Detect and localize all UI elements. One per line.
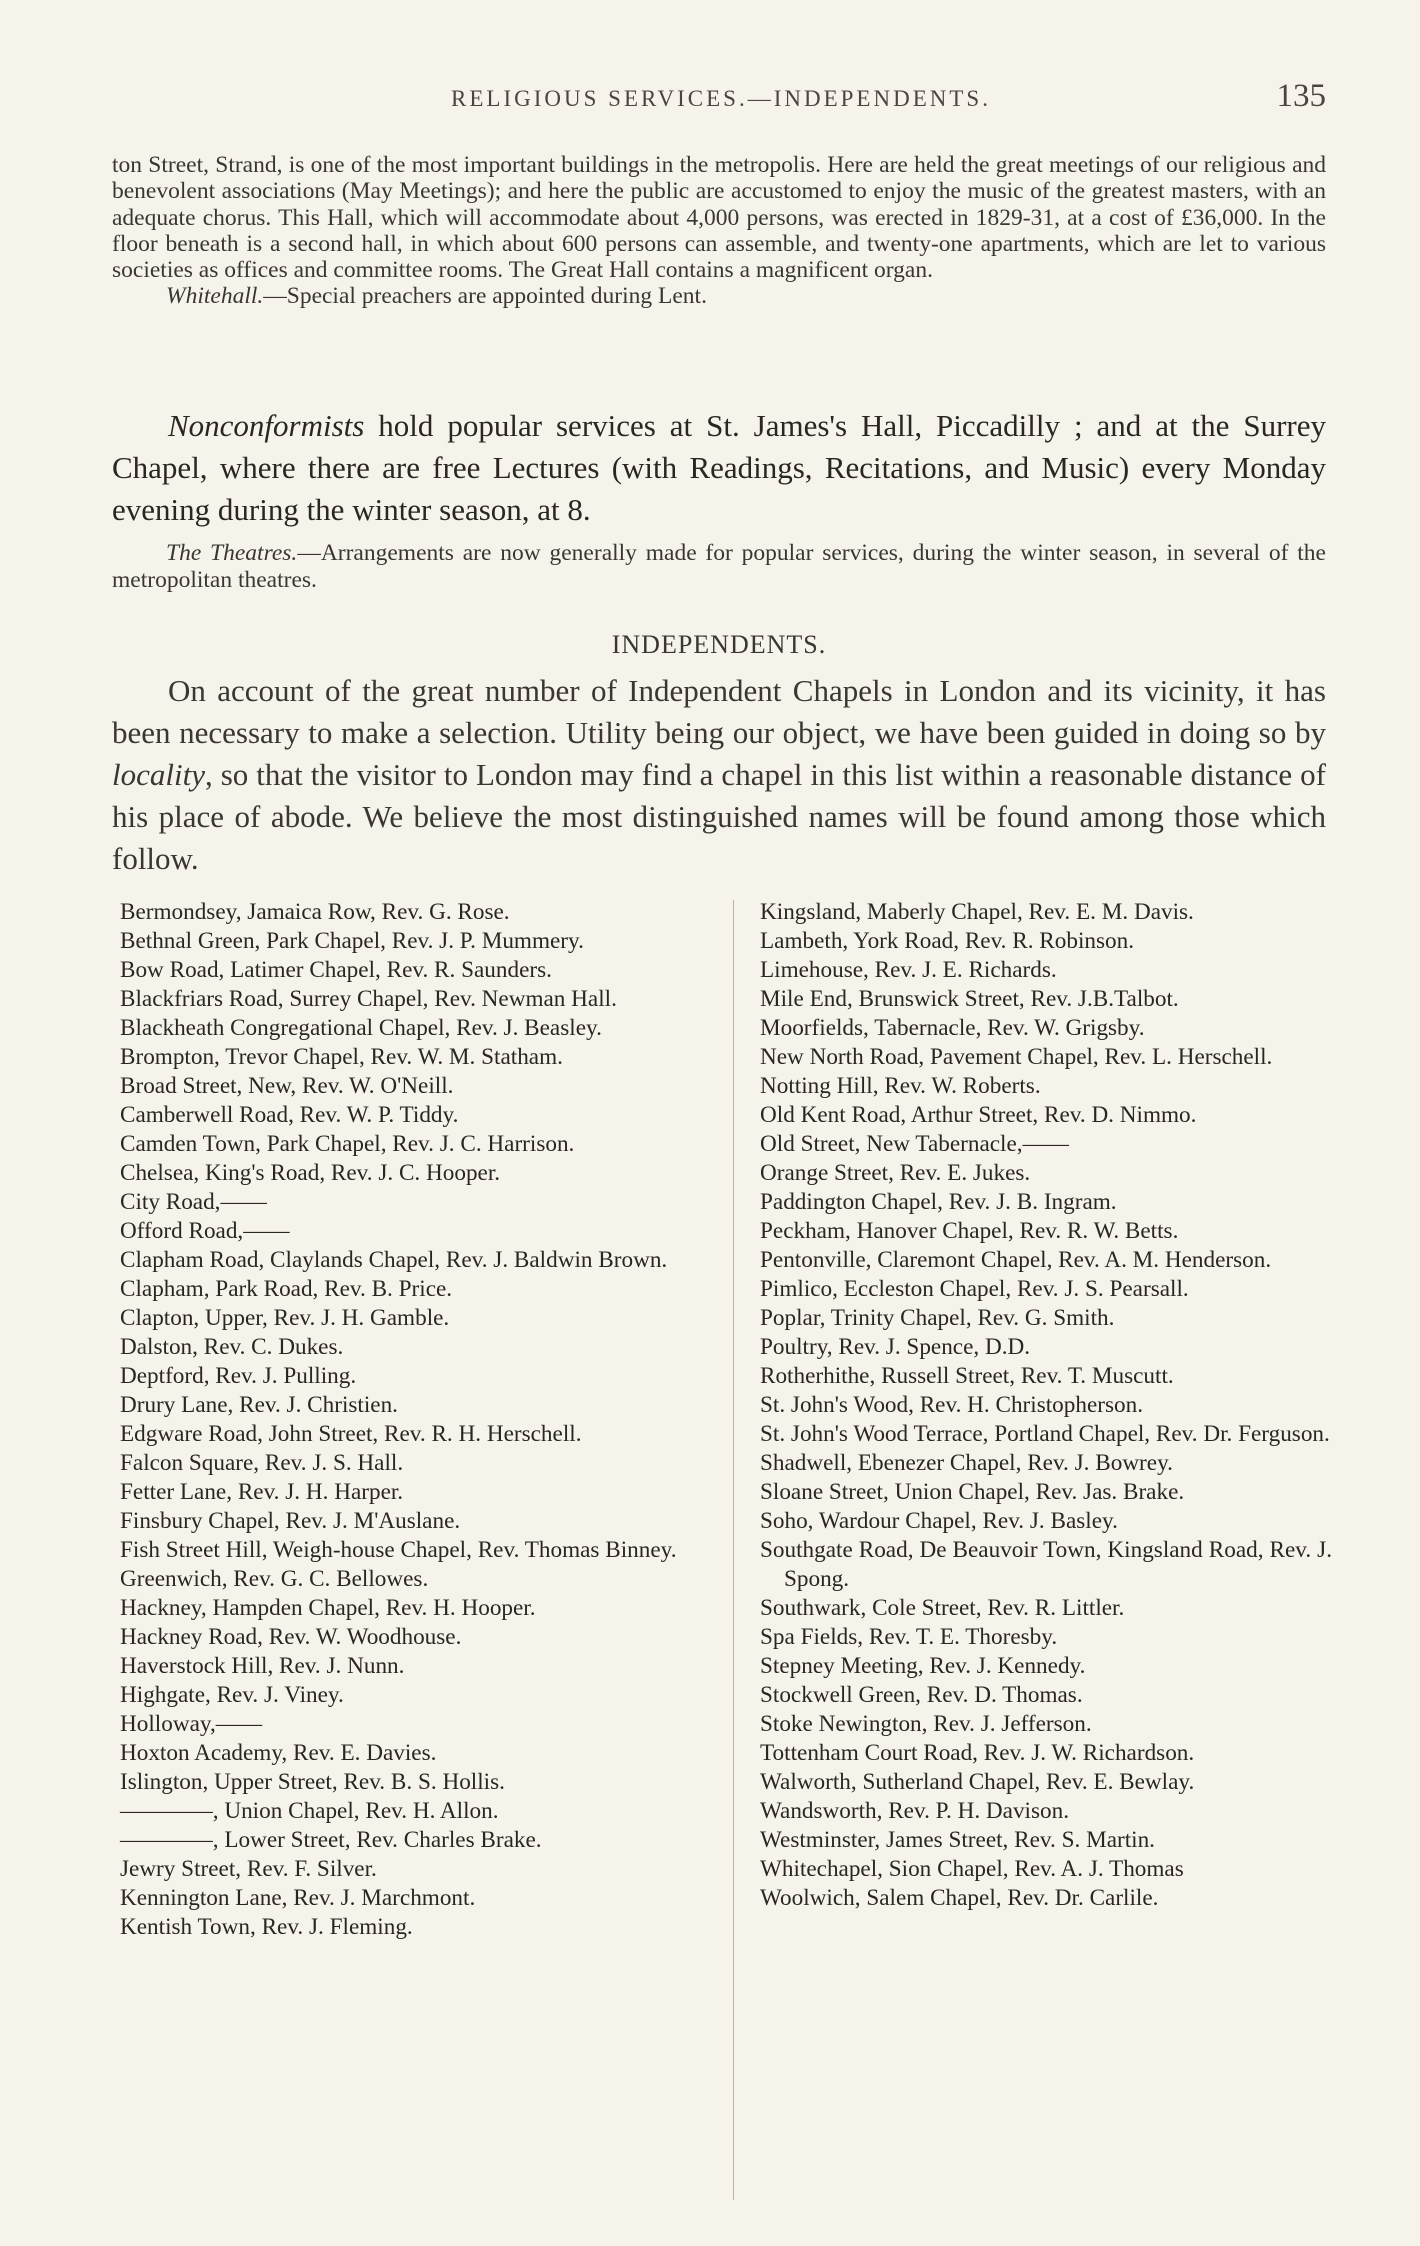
chapel-entry: Hoxton Academy, Rev. E. Davies.	[120, 1740, 437, 1766]
running-title: RELIGIOUS SERVICES.—INDEPENDENTS.	[451, 86, 991, 111]
chapel-entry: Shadwell, Ebenezer Chapel, Rev. J. Bowrey.	[760, 1450, 1173, 1476]
chapel-entry: Peckham, Hanover Chapel, Rev. R. W. Betts.	[760, 1218, 1179, 1244]
chapel-entry: ————, Lower Street, Rev. Charles Brake.	[120, 1827, 542, 1853]
theatres-label: The Theatres.	[166, 540, 298, 566]
chapel-entry: Stockwell Green, Rev. D. Thomas.	[760, 1682, 1083, 1708]
independents-paragraph	[112, 670, 1326, 880]
chapel-entry: Wandsworth, Rev. P. H. Davison.	[760, 1798, 1069, 1824]
chapel-entry: Haverstock Hill, Rev. J. Nunn.	[120, 1653, 405, 1679]
chapel-entry: Drury Lane, Rev. J. Christien.	[120, 1392, 398, 1418]
chapel-entry: Old Kent Road, Arthur Street, Rev. D. Nimmo.	[760, 1102, 1197, 1128]
chapel-entry: Mile End, Brunswick Street, Rev. J.B.Talbot.	[760, 986, 1179, 1012]
chapel-entry: Poplar, Trinity Chapel, Rev. G. Smith.	[760, 1305, 1115, 1331]
chapel-entry: Offord Road,——	[120, 1218, 290, 1244]
chapel-entry: Hackney Road, Rev. W. Woodhouse.	[120, 1624, 462, 1650]
whitehall-text: —Special preachers are appointed during Lent.	[263, 283, 707, 310]
chapel-entry: Dalston, Rev. C. Dukes.	[120, 1334, 344, 1360]
chapel-entry: Fish Street Hill, Weigh-house Chapel, Rev. Thomas Binney.	[120, 1537, 677, 1563]
right-column-list	[760, 898, 1332, 1913]
theatres-text: —Arrangements are now generally made for popular services, during the winter season, in several of the metropolitan theatres.	[112, 540, 1326, 593]
chapel-entry: Chelsea, King's Road, Rev. J. C. Hooper.	[120, 1160, 501, 1186]
theatres-section	[112, 540, 1326, 594]
chapel-entry: Bermondsey, Jamaica Row, Rev. G. Rose.	[120, 899, 510, 925]
chapel-entry: Broad Street, New, Rev. W. O'Neill.	[120, 1073, 454, 1099]
chapel-entry: Finsbury Chapel, Rev. J. M'Auslane.	[120, 1508, 461, 1534]
chapel-entry: Lambeth, York Road, Rev. R. Robinson.	[760, 928, 1135, 954]
chapel-entry: Moorfields, Tabernacle, Rev. W. Grigsby.	[760, 1015, 1145, 1041]
chapel-entry: Paddington Chapel, Rev. J. B. Ingram.	[760, 1189, 1117, 1215]
chapel-entry: Tottenham Court Road, Rev. J. W. Richardson.	[760, 1740, 1195, 1766]
nonconformists-paragraph	[112, 405, 1326, 531]
independents-text-before: On account of the great number of Independent Chapels in London and its vicinity, it has been necessary to make a selection. Utility being our object, we have been guided in doing so by	[112, 673, 1326, 750]
chapel-entry: Southwark, Cole Street, Rev. R. Littler.	[760, 1595, 1125, 1621]
chapel-entry: Deptford, Rev. J. Pulling.	[120, 1363, 357, 1389]
chapel-entry: Soho, Wardour Chapel, Rev. J. Basley.	[760, 1508, 1118, 1534]
chapel-entry: Bethnal Green, Park Chapel, Rev. J. P. Mummery.	[120, 928, 584, 954]
chapel-entry: Clapham Road, Claylands Chapel, Rev. J. Baldwin Brown.	[120, 1247, 668, 1273]
independents-text-after: , so that the visitor to London may find a chapel in this list within a reasonable distance of his place of abode. We believe the most distinguished names will be found among those which follow.	[112, 757, 1326, 876]
chapel-entry: Kennington Lane, Rev. J. Marchmont.	[120, 1885, 476, 1911]
chapel-entry: Woolwich, Salem Chapel, Rev. Dr. Carlile.	[760, 1885, 1159, 1911]
chapel-entry: Limehouse, Rev. J. E. Richards.	[760, 957, 1057, 983]
chapel-entry: Spa Fields, Rev. T. E. Thoresby.	[760, 1624, 1058, 1650]
chapel-entry: Pentonville, Claremont Chapel, Rev. A. M. Henderson.	[760, 1247, 1272, 1273]
chapel-entry: Falcon Square, Rev. J. S. Hall.	[120, 1450, 404, 1476]
chapel-entry: Whitechapel, Sion Chapel, Rev. A. J. Thomas	[760, 1856, 1184, 1882]
column-divider	[733, 900, 734, 2200]
nonconformists-text: hold popular services at St. James's Hall, Piccadilly ; and at the Surrey Chapel, where there are free Lectures (with Readings, Recitations, and Music) every Monday evening during the winter season, at 8.	[112, 408, 1326, 527]
chapel-entry: Clapham, Park Road, Rev. B. Price.	[120, 1276, 453, 1302]
chapel-entry: Stepney Meeting, Rev. J. Kennedy.	[760, 1653, 1086, 1679]
intro-section	[112, 152, 1326, 310]
chapel-entry: Walworth, Sutherland Chapel, Rev. E. Bewlay.	[760, 1769, 1195, 1795]
chapel-entry: City Road,——	[120, 1189, 267, 1215]
chapel-entry: Poultry, Rev. J. Spence, D.D.	[760, 1334, 1031, 1360]
chapel-entry: Highgate, Rev. J. Viney.	[120, 1682, 344, 1708]
chapel-entry: Pimlico, Eccleston Chapel, Rev. J. S. Pearsall.	[760, 1276, 1189, 1302]
chapel-entry: Bow Road, Latimer Chapel, Rev. R. Saunders.	[120, 957, 552, 983]
chapel-entry: Notting Hill, Rev. W. Roberts.	[760, 1073, 1041, 1099]
chapel-entry: Greenwich, Rev. G. C. Bellowes.	[120, 1566, 429, 1592]
section-heading: INDEPENDENTS.	[611, 630, 827, 659]
chapel-entry: Blackfriars Road, Surrey Chapel, Rev. Newman Hall.	[120, 986, 617, 1012]
chapel-entry: Southgate Road, De Beauvoir Town, Kingsland Road, Rev. J. Spong.	[760, 1537, 1332, 1592]
running-header	[116, 78, 1326, 118]
chapel-entry: ————, Union Chapel, Rev. H. Allon.	[120, 1798, 499, 1824]
chapel-entry: New North Road, Pavement Chapel, Rev. L. Herschell.	[760, 1044, 1273, 1070]
chapel-entry: Brompton, Trevor Chapel, Rev. W. M. Statham.	[120, 1044, 563, 1070]
chapel-entry: Clapton, Upper, Rev. J. H. Gamble.	[120, 1305, 450, 1331]
independents-italic: locality	[112, 757, 205, 792]
chapel-entry: St. John's Wood, Rev. H. Christopherson.	[760, 1392, 1143, 1418]
chapel-entry: Edgware Road, John Street, Rev. R. H. Herschell.	[120, 1421, 582, 1447]
chapel-entry: Kingsland, Maberly Chapel, Rev. E. M. Davis.	[760, 899, 1194, 925]
chapel-entry: St. John's Wood Terrace, Portland Chapel, Rev. Dr. Ferguson.	[760, 1421, 1330, 1447]
chapel-entry: Blackheath Congregational Chapel, Rev. J. Beasley.	[120, 1015, 602, 1041]
exeter-hall-paragraph: ton Street, Strand, is one of the most important buildings in the metropolis. Here are held the great meetings of our religious and benevolent associations (May Meetings); and here the public are accustomed to enjoy the music of the greatest masters, with an adequate chorus. This Hall, which will accommodate about 4,000 persons, was erected in 1829-31, at a cost of £36,000. In the floor beneath is a second hall, in which about 600 persons can assemble, and twenty-one apartments, which are let to various societies as offices and committee rooms. The Great Hall contains a magnificent organ.	[112, 152, 1326, 284]
chapel-entry: Rotherhithe, Russell Street, Rev. T. Muscutt.	[760, 1363, 1174, 1389]
page-number: 135	[1276, 78, 1326, 114]
chapel-entry: Stoke Newington, Rev. J. Jefferson.	[760, 1711, 1092, 1737]
whitehall-label: Whitehall.	[166, 283, 264, 310]
nonconformists-label: Nonconformists	[168, 408, 365, 443]
chapel-entry: Hackney, Hampden Chapel, Rev. H. Hooper.	[120, 1595, 536, 1621]
chapel-entry: Sloane Street, Union Chapel, Rev. Jas. Brake.	[760, 1479, 1185, 1505]
chapel-entry: Old Street, New Tabernacle,——	[760, 1131, 1069, 1157]
chapel-entry: Orange Street, Rev. E. Jukes.	[760, 1160, 1031, 1186]
independents-intro	[112, 670, 1326, 880]
left-column-list	[120, 898, 710, 1942]
chapel-entry: Camberwell Road, Rev. W. P. Tiddy.	[120, 1102, 459, 1128]
whitehall-paragraph	[112, 283, 1326, 309]
chapel-entry: Holloway,——	[120, 1711, 263, 1737]
chapel-entry: Islington, Upper Street, Rev. B. S. Hollis.	[120, 1769, 505, 1795]
chapel-entry: Kentish Town, Rev. J. Fleming.	[120, 1914, 413, 1940]
nonconformists-section	[112, 405, 1326, 531]
theatres-paragraph	[112, 540, 1326, 594]
chapel-entry: Fetter Lane, Rev. J. H. Harper.	[120, 1479, 404, 1505]
chapel-entry: Westminster, James Street, Rev. S. Martin.	[760, 1827, 1155, 1853]
chapel-entry: Camden Town, Park Chapel, Rev. J. C. Harrison.	[120, 1131, 575, 1157]
chapel-entry: Jewry Street, Rev. F. Silver.	[120, 1856, 377, 1882]
